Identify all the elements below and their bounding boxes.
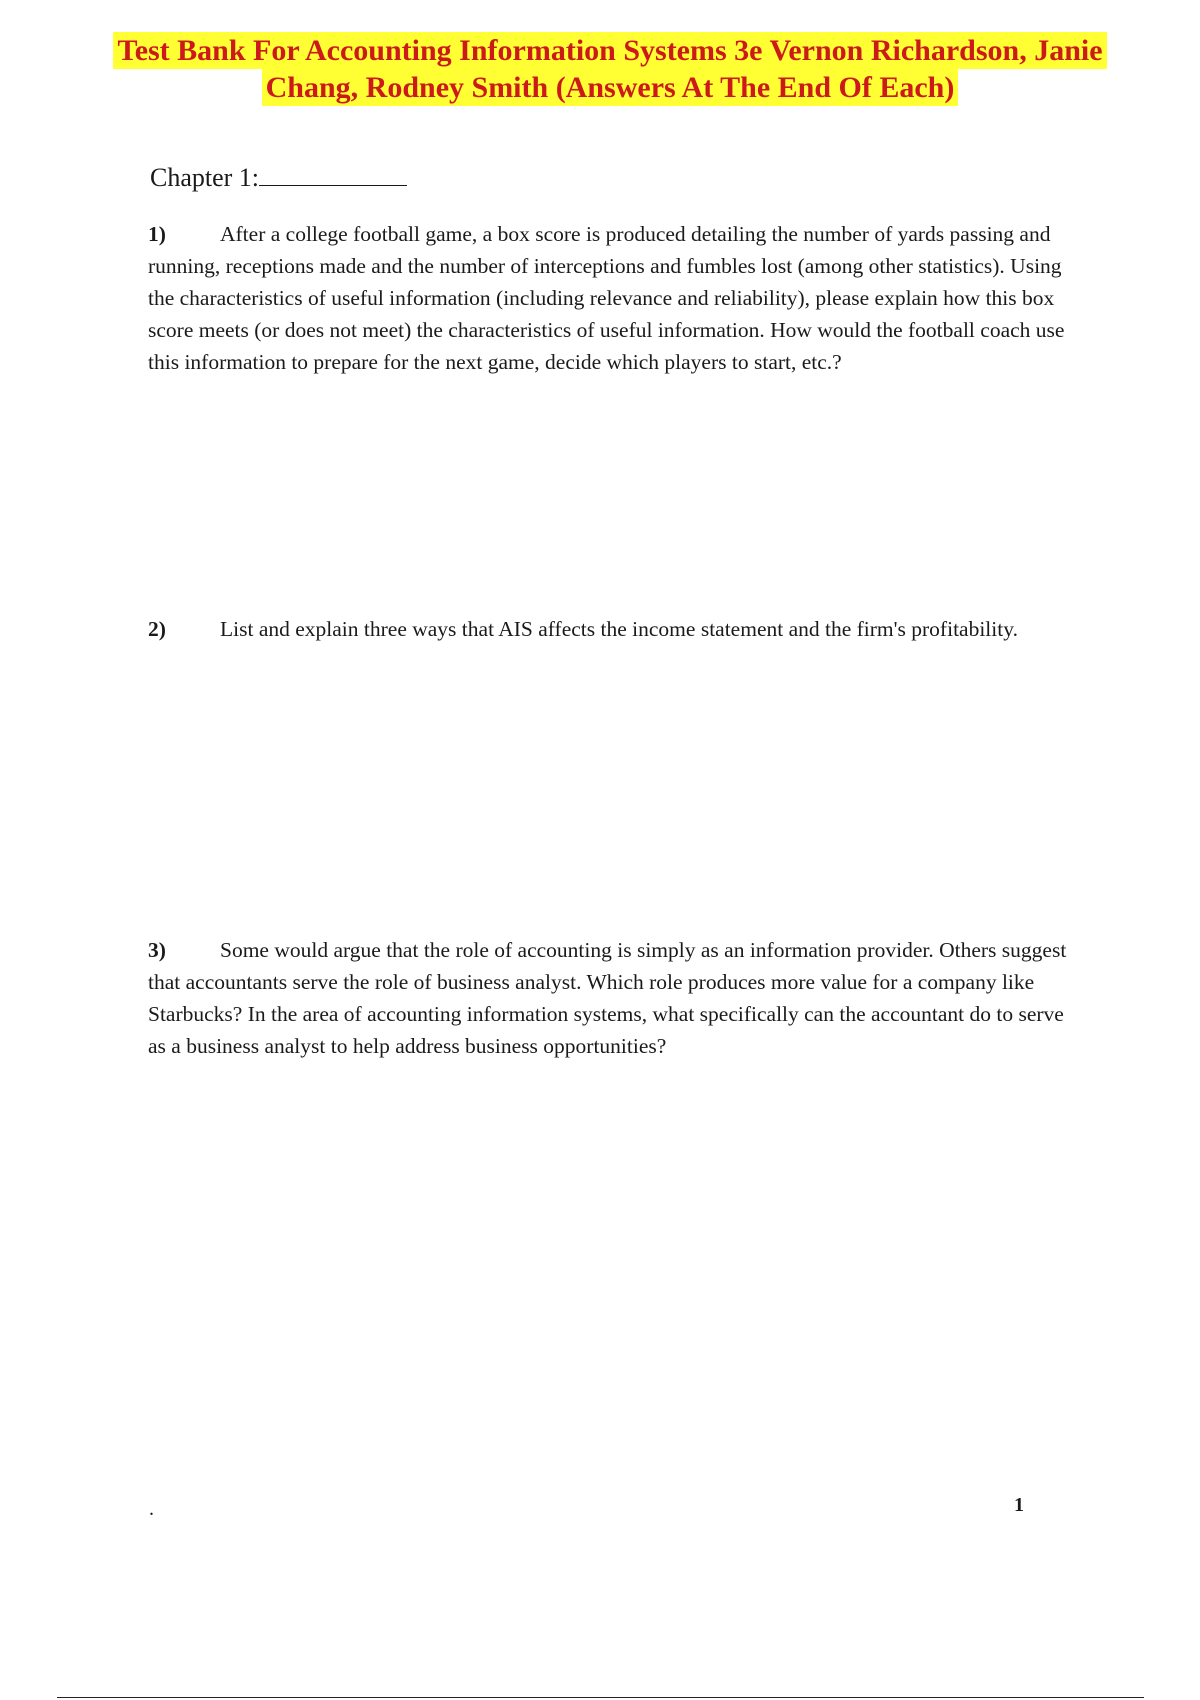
question-3 [148, 934, 1068, 1062]
question-1 [148, 218, 1068, 378]
question-text: Some would argue that the role of accounting is simply as an information provider. Others suggest that accountants serve the role of business analyst. Which role produces more value for a company like Starbucks? In the area of accounting information systems, what specifically can the accountant do to serve as a business analyst to help address business opportunities? [148, 938, 1067, 1058]
question-number: 1) [148, 222, 166, 246]
page-bottom-rule [57, 1697, 1144, 1698]
title-line-2: Chang, Rodney Smith (Answers At The End Of Each) [262, 69, 959, 106]
question-text: List and explain three ways that AIS affects the income statement and the firm's profitability. [220, 617, 1018, 641]
question-text: After a college football game, a box score is produced detailing the number of yards passing and running, receptions made and the number of interceptions and fumbles lost (among other statistics). Using the characteristics of useful information (including relevance and reliability), please explain how this box score meets (or does not meet) the characteristics of useful information. How would the football coach use this information to prepare for the next game, decide which players to start, etc.? [148, 222, 1065, 374]
chapter-heading [150, 163, 407, 193]
question-2 [148, 613, 1068, 645]
title-line-1: Test Bank For Accounting Information Systems 3e Vernon Richardson, Janie [113, 32, 1106, 69]
chapter-label: Chapter 1: [150, 163, 260, 192]
page-number: 1 [1014, 1494, 1024, 1516]
chapter-blank-line [259, 163, 407, 186]
question-number: 2) [148, 617, 166, 641]
question-number: 3) [148, 938, 166, 962]
footer-mark: . [149, 1498, 154, 1520]
document-title [60, 32, 1160, 106]
